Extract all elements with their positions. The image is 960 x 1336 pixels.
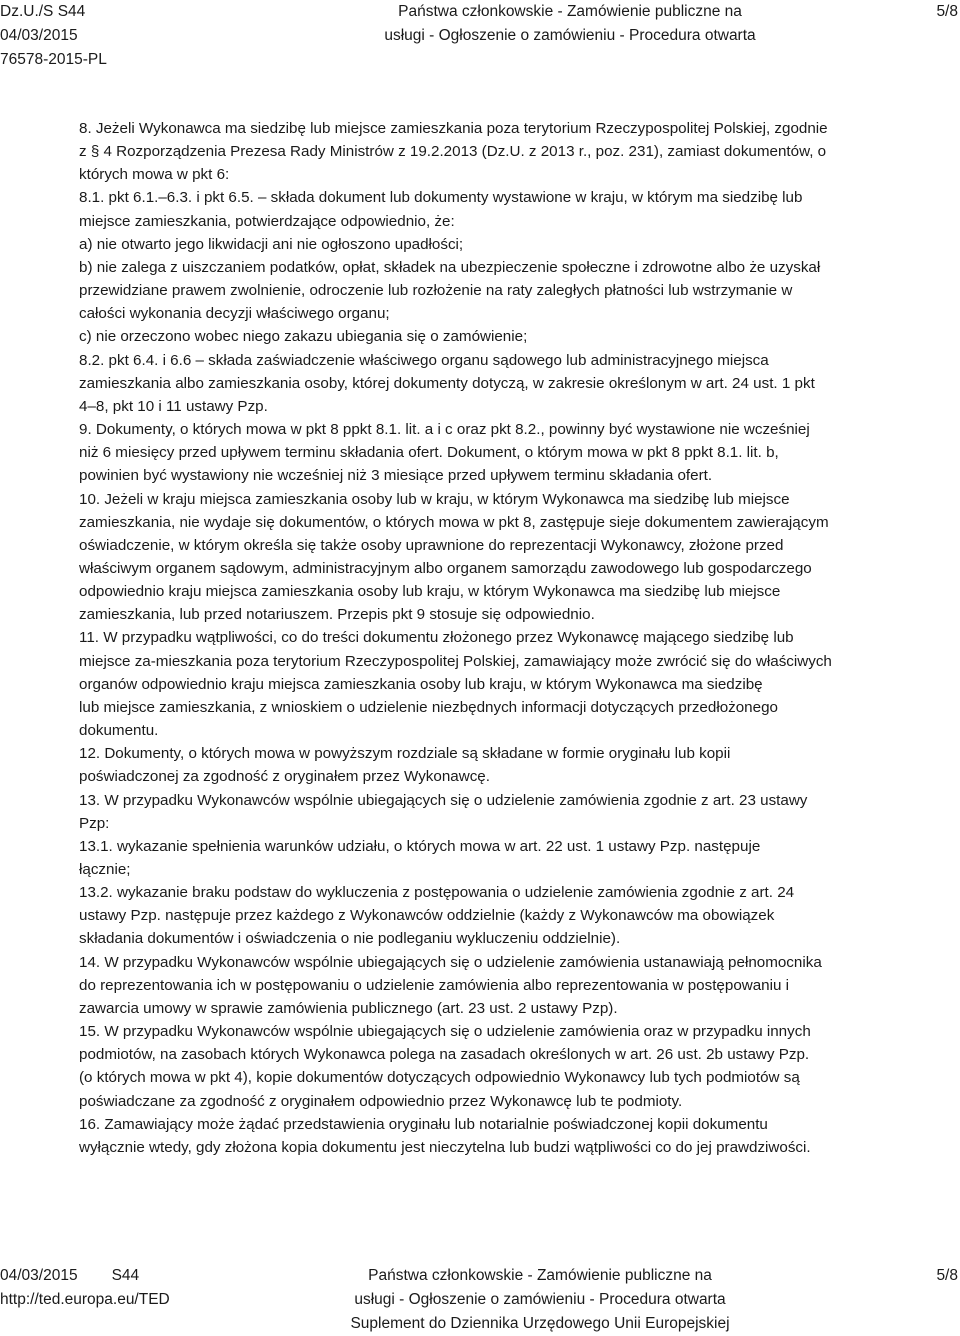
- body-text-line: do reprezentowania ich w postępowaniu o udzielenie zamówienia albo reprezentowania w postępowaniu i: [79, 976, 790, 994]
- body-text-line: powinien być wystawiony nie wcześniej niż 3 miesiące przed upływem terminu składania ofert.: [79, 467, 713, 485]
- body-text-line: Pzp:: [79, 814, 110, 832]
- header-title-line-1: Państwa członkowskie - Zamówienie publiczne na: [398, 3, 742, 20]
- publication-date: 04/03/2015: [0, 27, 78, 44]
- body-text-line: organów odpowiednio kraju miejsca zamieszkania osoby lub kraju, w którym Wykonawca ma siedzibę: [79, 675, 763, 693]
- page-footer-center: [300, 1264, 780, 1336]
- body-text-line: lub miejsce zamieszkania, z wnioskiem o udzielenie niezbędnych informacji dotyczących przedłożonego: [79, 698, 778, 716]
- body-text-line: przewidziane prawem zwolnienie, odroczenie lub rozłożenie na raty zaległych płatności lub wstrzymanie w: [79, 282, 793, 300]
- body-text-line: ustawy Pzp. następuje przez każdego z Wykonawców oddzielnie (każdy z Wykonawców ma obowiązek: [79, 907, 775, 925]
- body-text-line: zamieszkania albo zamieszkania osoby, której dokumenty dotyczą, w zakresie określonym w art. 24 ust. 1 pkt: [79, 374, 815, 392]
- footer-title-line-2: usługi - Ogłoszenie o zamówieniu - Procedura otwarta: [354, 1291, 726, 1308]
- body-text-line: 9. Dokumenty, o których mowa w pkt 8 ppkt 8.1. lit. a i c oraz pkt 8.2., powinny być wystawione nie wcześniej: [79, 421, 810, 439]
- body-text-line: 13. W przypadku Wykonawców wspólnie ubiegających się o udzielenie zamówienia zgodnie z art. 23 ustawy: [79, 791, 808, 809]
- body-text-line: właściwym organem sądowym, administracyjnym albo organem samorządu zawodowego lub gospodarczego: [79, 559, 812, 577]
- body-text-line: 4–8, pkt 10 i 11 ustawy Pzp.: [79, 397, 268, 415]
- body-text-line: całości wykonania decyzji właściwego organu;: [79, 305, 390, 323]
- notice-number: 76578-2015-PL: [0, 51, 107, 68]
- body-text-line: podmiotów, na zasobach których Wykonawca polega na zasadach określonych w art. 26 ust. 2b ustawy Pzp.: [79, 1046, 810, 1064]
- body-text-line: zamieszkania, nie wydaje się dokumentów, o których mowa w pkt 8, zastępuje sieje dokumentem zawierającym: [79, 513, 829, 531]
- body-text-line: dokumentu.: [79, 722, 159, 740]
- footer-url[interactable]: http://ted.europa.eu/TED: [0, 1291, 170, 1308]
- body-text-line: zamieszkania, lub przed notariuszem. Przepis pkt 9 stosuje się odpowiednio.: [79, 606, 595, 624]
- body-text-line: zawarcia umowy w sprawie zamówienia publicznego (art. 23 ust. 2 ustawy Pzp).: [79, 999, 618, 1017]
- body-text-line: 16. Zamawiający może żądać przedstawienia oryginału lub notarialnie poświadczonej kopii dokumentu: [79, 1115, 768, 1133]
- body-text-line: 15. W przypadku Wykonawców wspólnie ubiegających się o udzielenie zamówienia oraz w przypadku innych: [79, 1023, 811, 1041]
- body-text-line: b) nie zalega z uiszczaniem podatków, opłat, składek na ubezpieczenie społeczne i zdrowotne albo że uzyskał: [79, 258, 821, 276]
- body-text-line: 14. W przypadku Wykonawców wspólnie ubiegających się o udzielenie zamówienia ustanawiają pełnomocnika: [79, 953, 822, 971]
- body-text-line: miejsce za-mieszkania poza terytorium Rzeczypospolitej Polskiej, zamawiający może zwrócić się do właściwych: [79, 652, 832, 670]
- journal-reference: Dz.U./S S44: [0, 3, 86, 20]
- body-text-line: poświadczane za zgodność z oryginałem odpowiednio przez Wykonawcę lub te podmioty.: [79, 1092, 683, 1110]
- footer-page-number: 5/8: [936, 1267, 958, 1284]
- footer-date: 04/03/2015: [0, 1267, 78, 1284]
- footer-title-line-1: Państwa członkowskie - Zamówienie publiczne na: [368, 1267, 712, 1284]
- body-text-line: poświadczonej za zgodność z oryginałem przez Wykonawcę.: [79, 768, 490, 786]
- body-text-line: (o których mowa w pkt 4), kopie dokumentów dotyczących odpowiednio Wykonawcy lub tych podmiotów są: [79, 1069, 800, 1087]
- body-text-line: odpowiednio kraju miejsca zamieszkania osoby lub kraju, w którym Wykonawca ma siedzibę lub miejsce: [79, 583, 781, 601]
- body-text-line: składania dokumentów i oświadczenia o nie podleganiu wykluczeniu oddzielnie).: [79, 930, 621, 948]
- page-number: 5/8: [936, 3, 958, 20]
- body-text-line: 8.2. pkt 6.4. i 6.6 – składa zaświadczenie właściwego organu sądowego lub administracyjnego miejsca: [79, 351, 769, 369]
- page-header-right: [936, 0, 958, 24]
- page-footer-left: [0, 1264, 170, 1312]
- body-text-line: a) nie otwarto jego likwidacji ani nie ogłoszono upadłości;: [79, 235, 464, 253]
- header-title-line-2: usługi - Ogłoszenie o zamówieniu - Procedura otwarta: [384, 27, 756, 44]
- body-text-line: łącznie;: [79, 861, 131, 878]
- body-text-line: niż 6 miesięcy przed upływem terminu składania ofert. Dokument, o którym mowa w pkt 8 ppkt 8.1. lit. b,: [79, 444, 779, 462]
- body-text-line: 13.1. wykazanie spełnienia warunków udziału, o których mowa w art. 22 ust. 1 ustawy Pzp. następuje: [79, 837, 761, 855]
- body-text-line: których mowa w pkt 6:: [79, 166, 230, 184]
- body-text-line: z § 4 Rozporządzenia Prezesa Rady Ministrów z 19.2.2013 (Dz.U. z 2013 r., poz. 231), zamiast dokumentów, o: [79, 143, 827, 161]
- page-footer-right: [936, 1264, 958, 1288]
- body-text-line: 12. Dokumenty, o których mowa w powyższym rozdziale są składane w formie oryginału lub kopii: [79, 745, 731, 763]
- body-text-line: wyłącznie wtedy, gdy złożona kopia dokumentu jest nieczytelna lub budzi wątpliwości co do jej prawdziwości.: [79, 1138, 811, 1156]
- body-text-line: 8. Jeżeli Wykonawca ma siedzibę lub miejsce zamieszkania poza terytorium Rzeczypospolitej Polskiej, zgodnie: [79, 120, 828, 137]
- body-text-line: 13.2. wykazanie braku podstaw do wykluczenia z postępowania o udzielenie zamówienia zgodnie z art. 24: [79, 884, 795, 902]
- document-body: [79, 117, 959, 1159]
- body-text-line: miejsce zamieszkania, potwierdzające odpowiednio, że:: [79, 212, 455, 230]
- body-text-line: 11. W przypadku wątpliwości, co do treści dokumentu złożonego przez Wykonawcę mającego siedzibę lub: [79, 629, 794, 647]
- body-text-line: 10. Jeżeli w kraju miejsca zamieszkania osoby lub w kraju, w którym Wykonawca ma siedzibę lub miejsce: [79, 490, 790, 508]
- footer-supplement: Suplement do Dziennika Urzędowego Unii Europejskiej: [350, 1315, 730, 1332]
- page-header-left: [0, 0, 107, 72]
- body-text-line: 8.1. pkt 6.1.–6.3. i pkt 6.5. – składa dokument lub dokumenty wystawione w kraju, w którym ma siedzibę lub: [79, 189, 803, 207]
- body-text-line: oświadczenie, w którym określa się także osoby uprawnione do reprezentacji Wykonawcy, złożone przed: [79, 536, 784, 554]
- page-header-center: [360, 0, 780, 48]
- footer-series: S44: [111, 1267, 140, 1284]
- body-text-line: c) nie orzeczono wobec niego zakazu ubiegania się o zamówienie;: [79, 328, 528, 346]
